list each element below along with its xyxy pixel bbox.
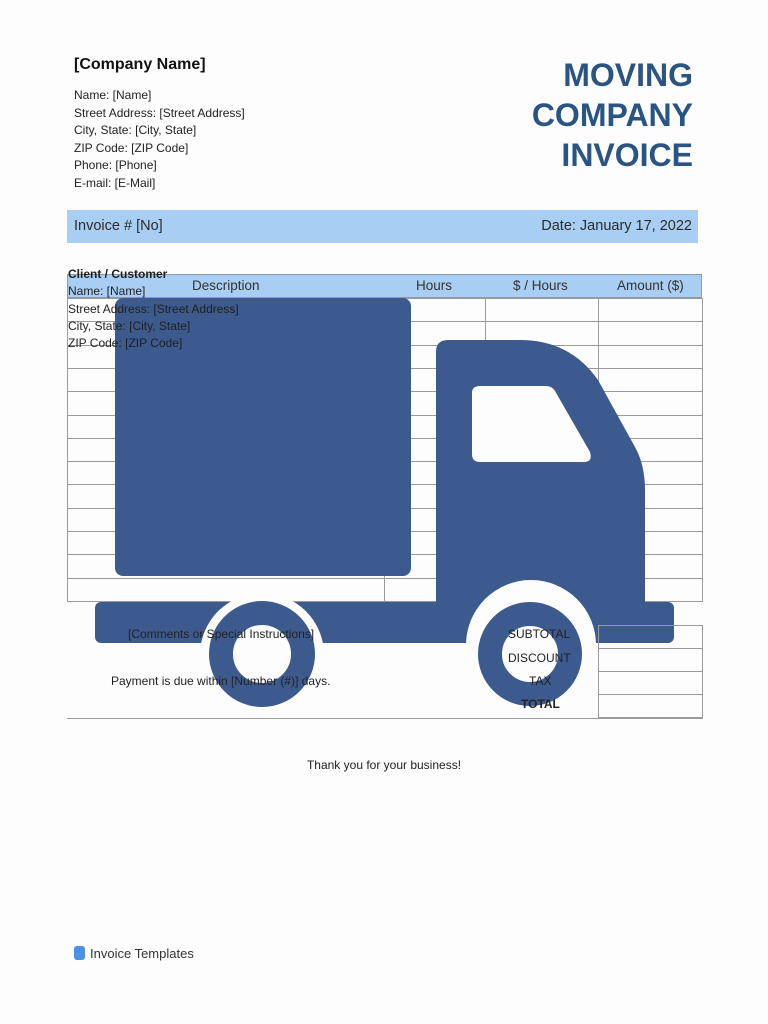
company-zip: ZIP Code: [ZIP Code] xyxy=(74,140,189,155)
client-street: Street Address: [Street Address] xyxy=(68,301,239,316)
total-label: TOTAL xyxy=(521,697,560,711)
client-city-state: City, State: [City, State] xyxy=(68,318,191,333)
brand-logo xyxy=(74,946,194,961)
client-zip: ZIP Code: [ZIP Code] xyxy=(68,336,183,351)
company-name: [Company Name] xyxy=(74,56,206,73)
comments-field: [Comments or Special Instructions] xyxy=(128,627,315,641)
header-description: Description xyxy=(192,278,260,293)
company-street: Street Address: [Street Address] xyxy=(74,105,245,120)
subtotal-label: SUBTOTAL xyxy=(508,627,571,641)
client-name: Name: [Name] xyxy=(68,284,146,299)
payment-terms: Payment is due within [Number (#)] days. xyxy=(111,674,331,688)
company-phone: Phone: [Phone] xyxy=(74,158,157,172)
header-amount: Amount ($) xyxy=(617,278,684,293)
truck-icon xyxy=(95,298,674,717)
discount-label: DISCOUNT xyxy=(508,651,571,665)
client-heading: Client / Customer xyxy=(68,267,168,281)
title-line-1: MOVING xyxy=(563,57,693,93)
invoice-date: Date: January 17, 2022 xyxy=(541,218,692,234)
header-rate: $ / Hours xyxy=(513,278,568,293)
invoice-templates-logo-icon xyxy=(74,946,85,960)
header-hours: Hours xyxy=(416,278,453,293)
company-contact-name: Name: [Name] xyxy=(74,88,152,102)
title-line-3: INVOICE xyxy=(561,137,693,173)
company-email: E-mail: [E-Mail] xyxy=(74,175,156,190)
thank-you-note: Thank you for your business! xyxy=(306,758,462,772)
company-city-state: City, State: [City, State] xyxy=(74,123,197,137)
client-info xyxy=(68,266,239,352)
truck-cab xyxy=(436,340,645,603)
brand-logo-text: Invoice Templates xyxy=(90,946,194,961)
tax-label: TAX xyxy=(529,674,552,688)
title-line-2: COMPANY xyxy=(531,97,693,133)
invoice-number: Invoice # [No] xyxy=(74,218,163,234)
